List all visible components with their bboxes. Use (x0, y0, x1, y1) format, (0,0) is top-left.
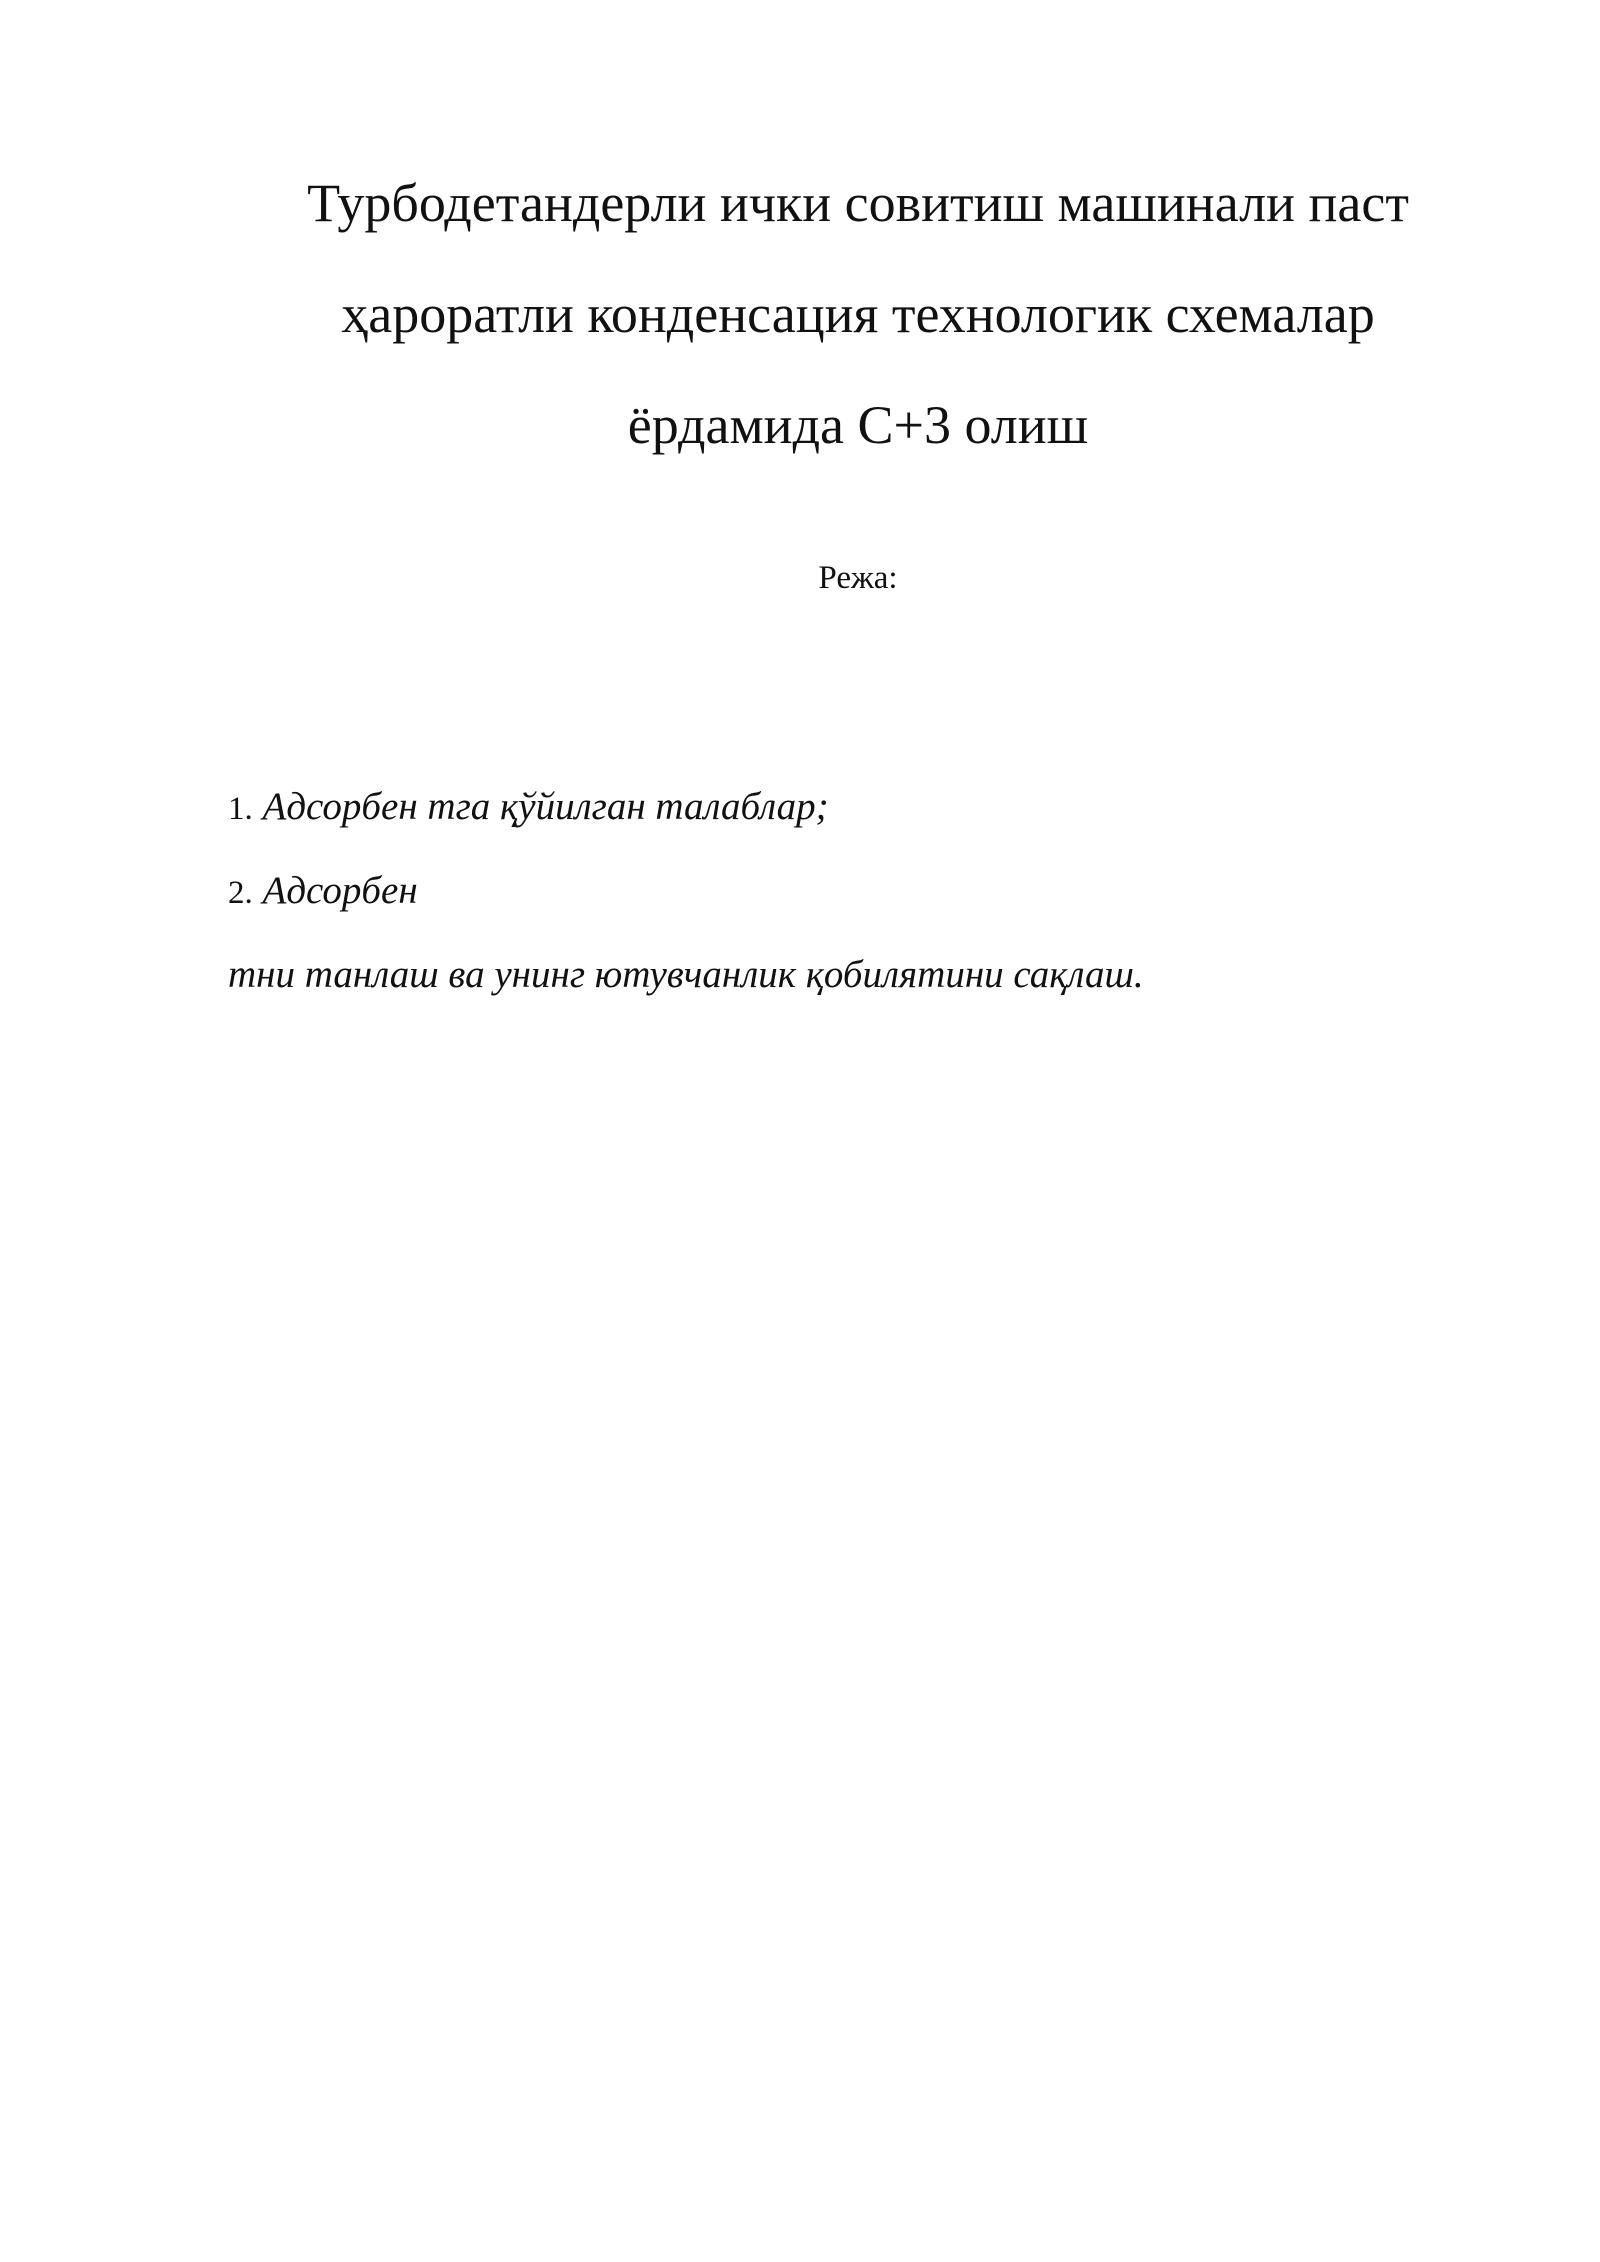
title-line: ёрдамида C+3 олиш (627, 395, 1089, 455)
document-title (228, 148, 1488, 481)
plan-heading: Режа: (818, 560, 898, 596)
list-item (228, 850, 1528, 934)
list-item-continuation: тни танлаш ва унинг ютувчанлик қобилятини сақлаш. (228, 953, 1144, 996)
list-item-number: 1. (228, 791, 253, 827)
title-line: Турбодетандерли ички совитиш машинали паст (307, 173, 1409, 233)
list-item-number: 2. (228, 875, 253, 911)
list-item-text: Адсорбен (262, 869, 418, 912)
list-item-text: Адсорбен тга қўйилган талаблар; (262, 785, 829, 828)
list-item (228, 766, 1528, 850)
title-line: ҳароратли конденсация технологик схемалар (341, 284, 1375, 344)
plan-list (228, 766, 1528, 1016)
